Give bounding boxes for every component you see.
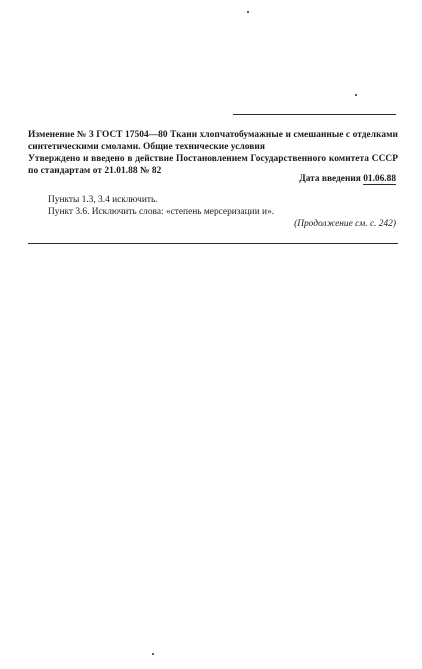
effective-date-label: Дата введения [299, 174, 361, 184]
effective-date-line [28, 174, 396, 186]
continuation-note: (Продолжение см. с. 242) [294, 219, 396, 229]
scan-speck [152, 653, 154, 655]
scan-speck [247, 11, 249, 13]
amendment-title: Изменение № 3 ГОСТ 17504—80 Ткани хлопчатобумажные и смешанные с отделками синтетическими смолами. Общие технические условия [28, 130, 398, 152]
scan-speck [355, 94, 357, 96]
top-separator-line [233, 114, 396, 115]
amendment-item-2: Пункт 3.6. Исключить слова: «степень мерсеризации и». [48, 207, 275, 217]
bottom-separator-line [28, 243, 398, 244]
amendment-item-1: Пункты 1.3, 3.4 исключить. [48, 195, 158, 205]
approval-statement: Утверждено и введено в действие Постановлением Государственного комитета СССР по стандартам от 21.01.88 № 82 [28, 154, 398, 176]
effective-date-value: 01.06.88 [363, 174, 396, 184]
